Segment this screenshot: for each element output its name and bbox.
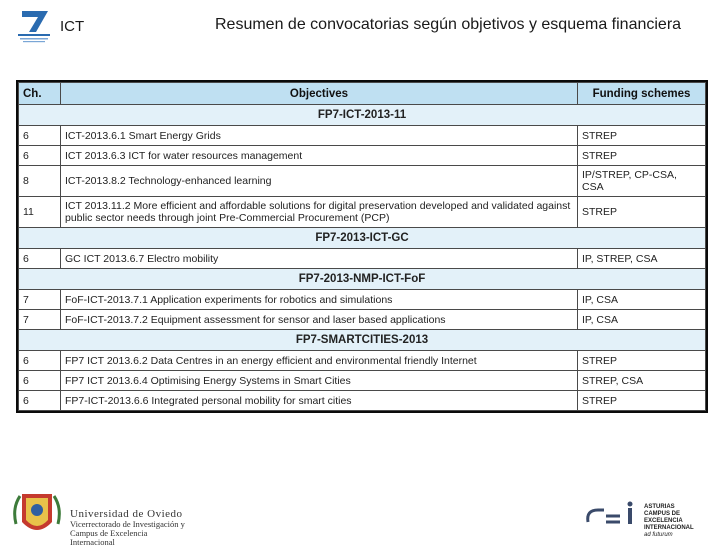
cell-funding: STREP <box>578 351 706 371</box>
section-row <box>19 105 706 126</box>
cell-funding: STREP, CSA <box>578 371 706 391</box>
table-row <box>19 197 706 228</box>
table-row <box>19 166 706 197</box>
cell-objective: FoF-ICT-2013.7.2 Equipment assessment for sensor and laser based applications <box>61 310 578 330</box>
cell-objective: FP7-ICT-2013.6.6 Integrated personal mobility for smart cities <box>61 391 578 411</box>
cell-ch: 8 <box>19 166 61 197</box>
university-subtitle: Vicerrectorado de Investigación y Campus de Excelencia Internacional <box>70 519 185 547</box>
cell-objective: FP7 ICT 2013.6.4 Optimising Energy Systems in Smart Cities <box>61 371 578 391</box>
cell-objective: ICT 2013.11.2 More efficient and affordable solutions for digital preservation developed and validated against public sector needs through joint Pre-Commercial Procurement (PCP) <box>61 197 578 228</box>
university-name: Universidad de Oviedo <box>70 508 183 520</box>
cell-ch: 6 <box>19 249 61 269</box>
cell-objective: FoF-ICT-2013.7.1 Application experiments for robotics and simulations <box>61 290 578 310</box>
section-row <box>19 228 706 249</box>
section-title: FP7-2013-NMP-ICT-FoF <box>19 269 706 290</box>
fp7-logo <box>14 8 54 44</box>
fp7-bar-3 <box>23 41 45 42</box>
cell-objective: ICT-2013.8.2 Technology-enhanced learning <box>61 166 578 197</box>
campus-line: CAMPUS DE EXCELENCIA <box>644 511 683 524</box>
campus-line: INTERNACIONAL <box>644 525 694 531</box>
campus-dot <box>628 502 633 507</box>
cell-ch: 6 <box>19 146 61 166</box>
campus-text <box>644 504 720 539</box>
cell-funding: STREP <box>578 126 706 146</box>
column-header-objectives: Objectives <box>61 83 578 105</box>
table-row <box>19 391 706 411</box>
column-header-ch: Ch. <box>19 83 61 105</box>
cell-funding: STREP <box>578 391 706 411</box>
cell-objective: ICT 2013.6.3 ICT for water resources management <box>61 146 578 166</box>
section-title: FP7-2013-ICT-GC <box>19 228 706 249</box>
cell-funding: IP/STREP, CP-CSA, CSA <box>578 166 706 197</box>
cell-funding: STREP <box>578 146 706 166</box>
campus-e-mark <box>606 516 620 522</box>
cell-objective: FP7 ICT 2013.6.2 Data Centres in an energy efficient and environmental friendly Internet <box>61 351 578 371</box>
slide-title: Resumen de convocatorias según objetivos y esquema financiera <box>215 16 682 33</box>
table-row <box>19 290 706 310</box>
section-row <box>19 269 706 290</box>
cell-funding: IP, CSA <box>578 290 706 310</box>
campus-excelencia-logo <box>584 500 644 530</box>
cell-ch: 6 <box>19 126 61 146</box>
table-header-row <box>19 83 706 105</box>
ict-label: ICT <box>60 18 85 35</box>
cell-objective: GC ICT 2013.6.7 Electro mobility <box>61 249 578 269</box>
campus-line: ASTURIAS <box>644 504 675 510</box>
section-title: FP7-ICT-2013-11 <box>19 105 706 126</box>
cell-ch: 11 <box>19 197 61 228</box>
table-row <box>19 249 706 269</box>
cell-ch: 7 <box>19 310 61 330</box>
calls-table <box>16 80 708 413</box>
table-row <box>19 371 706 391</box>
cell-funding: IP, CSA <box>578 310 706 330</box>
table-row <box>19 126 706 146</box>
fp7-bar-2 <box>20 38 48 40</box>
crest-laurel-right <box>54 496 59 524</box>
campus-line: ad futurum <box>644 532 673 538</box>
table-row <box>19 310 706 330</box>
cell-funding: IP, STREP, CSA <box>578 249 706 269</box>
cell-ch: 6 <box>19 391 61 411</box>
table-row <box>19 146 706 166</box>
campus-c-mark <box>588 510 604 522</box>
cell-funding: STREP <box>578 197 706 228</box>
cell-ch: 6 <box>19 351 61 371</box>
fp7-seven-mark <box>22 11 48 32</box>
table-row <box>19 351 706 371</box>
column-header-funding: Funding schemes <box>578 83 706 105</box>
section-row <box>19 330 706 351</box>
section-title: FP7-SMARTCITIES-2013 <box>19 330 706 351</box>
cell-ch: 7 <box>19 290 61 310</box>
crest-laurel-left <box>15 496 20 524</box>
crest-center <box>31 504 43 516</box>
campus-i-mark <box>628 508 632 524</box>
cell-ch: 6 <box>19 371 61 391</box>
university-text <box>70 508 190 547</box>
fp7-bar <box>18 34 50 36</box>
cell-objective: ICT-2013.6.1 Smart Energy Grids <box>61 126 578 146</box>
